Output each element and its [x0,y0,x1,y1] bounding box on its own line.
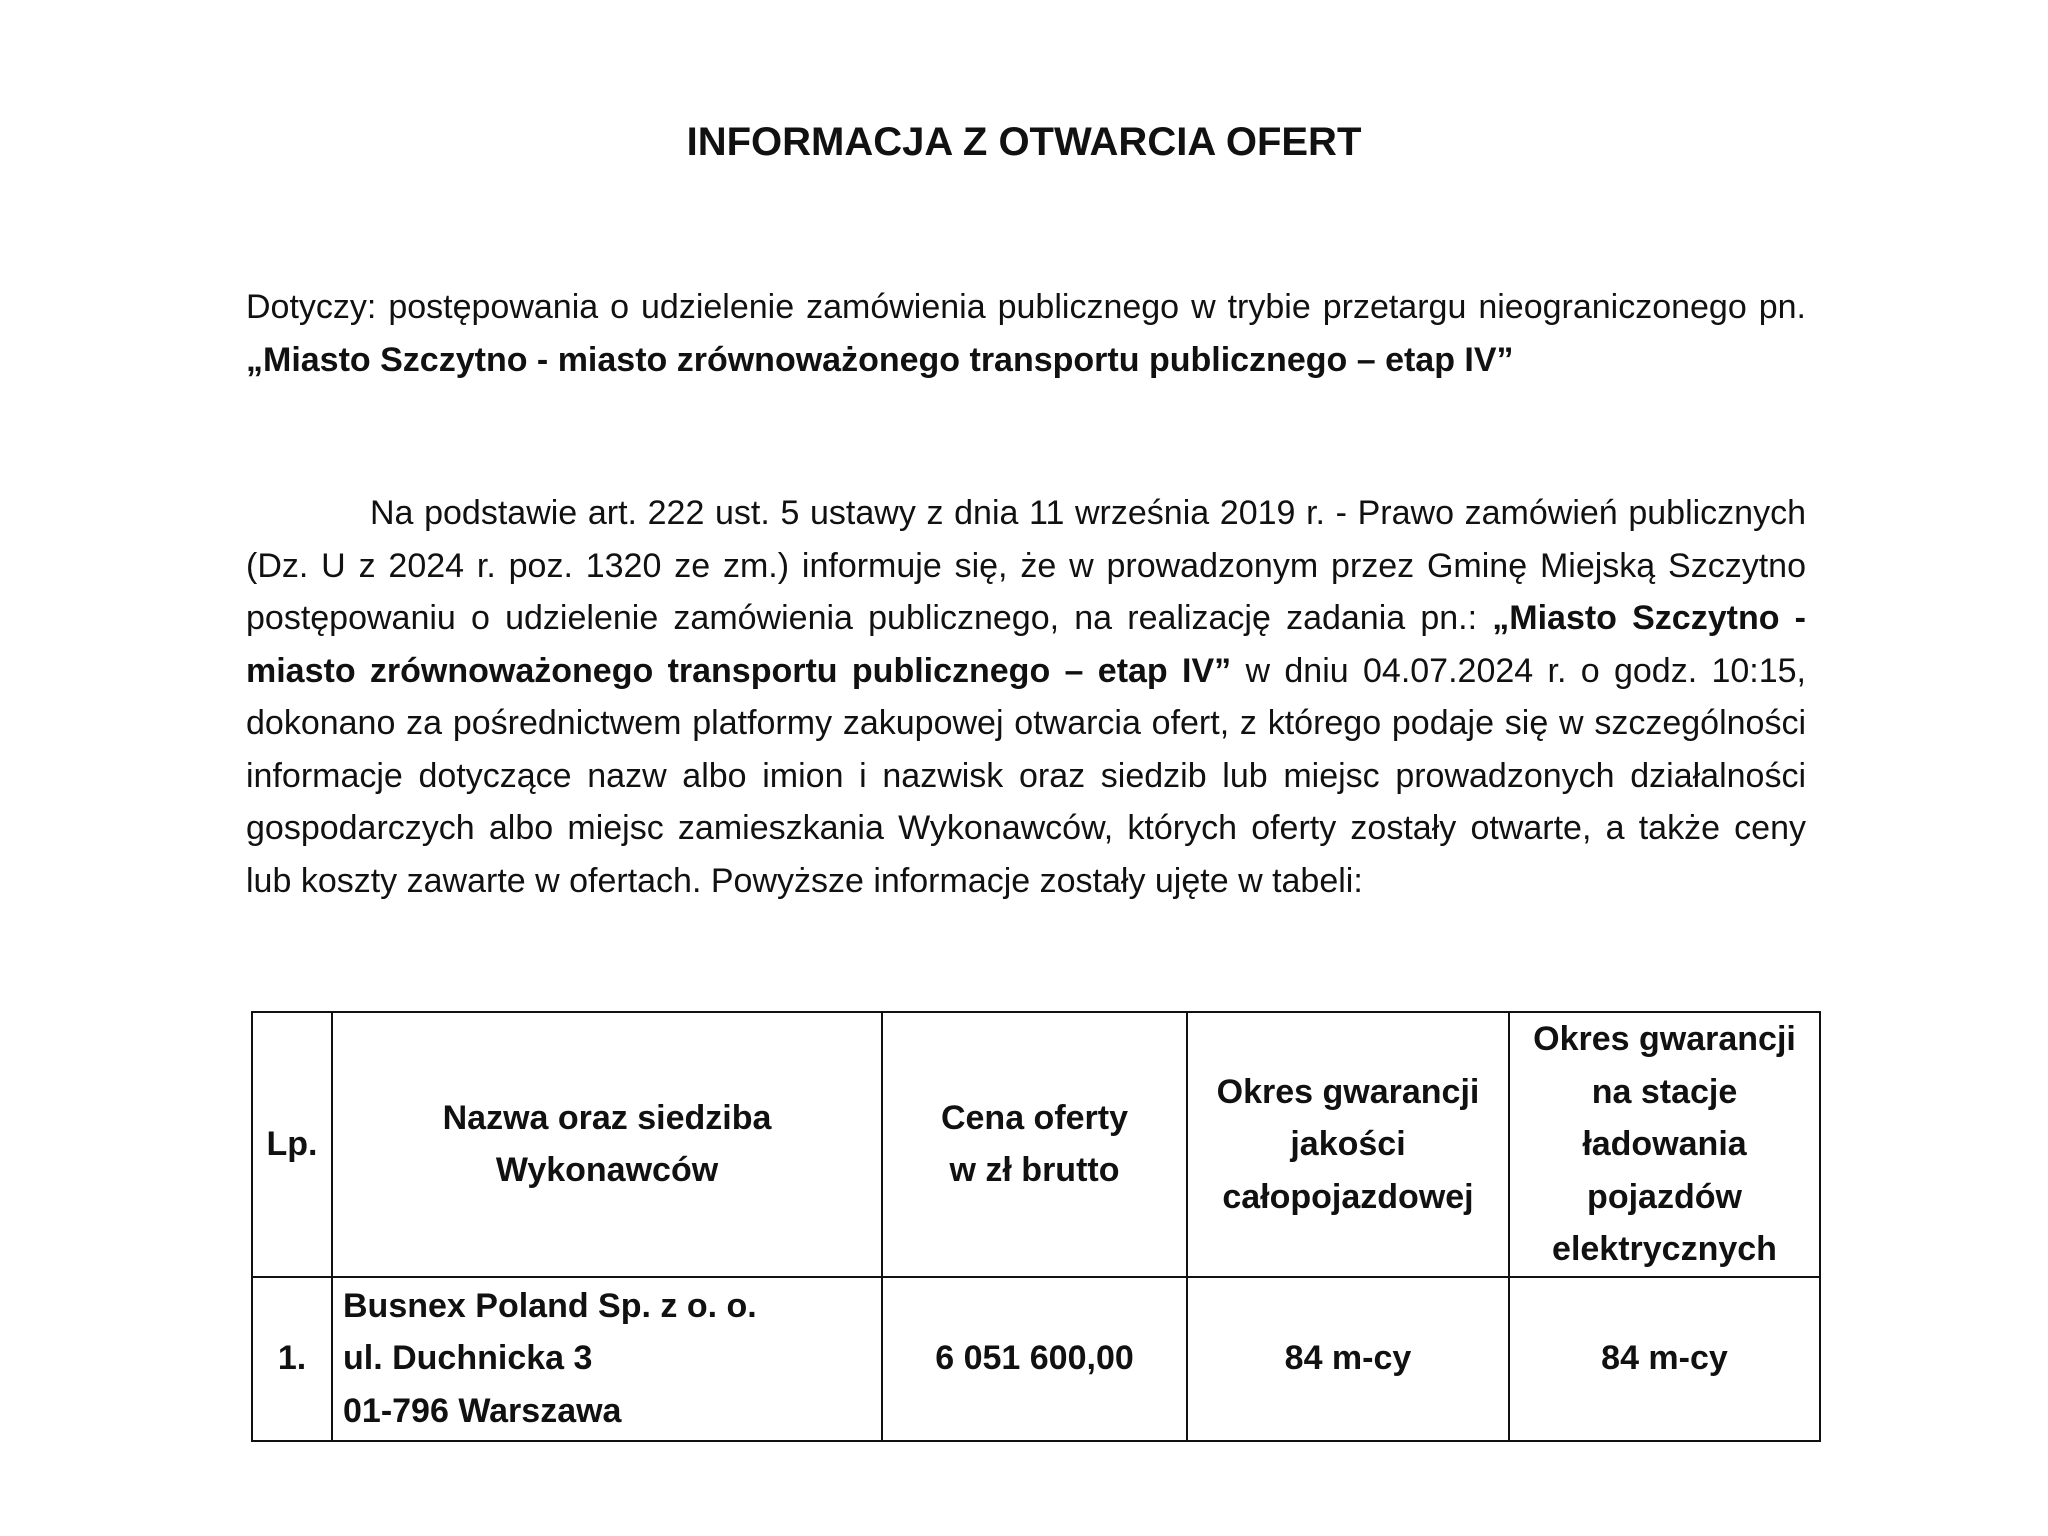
subject-paragraph [246,281,1806,386]
header-warranty-stations-line: pojazdów [1587,1177,1742,1216]
header-name [332,1012,882,1277]
header-price-line: Cena oferty [940,1098,1129,1137]
table-row [252,1277,1820,1441]
header-warranty-stations [1509,1012,1820,1277]
header-warranty-stations-line: Okres gwarancji [1533,1020,1796,1058]
document-title: INFORMACJA Z OTWARCIA OFERT [686,120,1362,164]
header-price [882,1012,1187,1277]
offers-table [251,1011,1821,1442]
body-paragraph [246,487,1806,907]
cell-contractor [332,1277,882,1441]
header-warranty-vehicle-line: Okres gwarancji [1216,1072,1480,1111]
header-warranty-vehicle [1187,1012,1509,1277]
header-lp-text: Lp. [266,1125,318,1163]
cell-warranty-stations: 84 m-cy [1509,1277,1820,1441]
cell-lp: 1. [252,1277,332,1441]
cell-warranty-vehicle: 84 m-cy [1187,1277,1509,1441]
header-name-line: Nazwa oraz siedziba [442,1098,772,1137]
contractor-street: ul. Duchnicka 3 [343,1339,593,1378]
header-warranty-vehicle-line: jakości [1290,1125,1406,1163]
header-price-line: w zł brutto [949,1151,1120,1190]
header-name-line: Wykonawców [495,1151,719,1190]
table-header-row [252,1012,1820,1277]
contractor-name: Busnex Poland Sp. z o. o. [343,1286,757,1325]
subject-project-name: „Miasto Szczytno - miasto zrównoważonego transportu publicznego – etap IV” [246,340,1514,379]
header-lp [252,1012,332,1277]
header-warranty-stations-line: elektrycznych [1552,1230,1777,1268]
header-warranty-stations-line: ładowania [1582,1125,1747,1163]
header-warranty-vehicle-line: całopojazdowej [1222,1177,1474,1216]
subject-lead: Dotyczy: postępowania o udzielenie zamówienia publicznego w trybie przetargu nieograniczonego pn. [246,288,1806,326]
header-warranty-stations-line: na stacje [1591,1072,1738,1111]
body-text-part1: Na podstawie art. 222 ust. 5 ustawy z dnia 11 września 2019 r. - Prawo zamówień publicznych (Dz. U z 2024 r. poz. 1320 ze zm.) informuje się, że w prowadzonym przez Gminę Miejską Szczytno postępowaniu o udzielenie zamówienia publicznego, na realizację zadania pn.: [246,494,1806,637]
contractor-city: 01-796 Warszawa [343,1391,622,1430]
body-project-name: „Miasto Szczytno - miasto zrównoważonego transportu publicznego – etap IV” [246,599,1806,690]
cell-price: 6 051 600,00 [882,1277,1187,1441]
body-text-part2: w dniu 04.07.2024 r. o godz. 10:15, dokonano za pośrednictwem platformy zakupowej otwarcia ofert, z którego podaje się w szczególności informacje dotyczące nazw albo imion i nazwisk oraz siedzib lub miejsc prowadzonych działalności gospodarczych albo miejsc zamieszkania Wykonawców, których oferty zostały otwarte, a także ceny lub koszty zawarte w ofertach. Powyższe informacje zostały ujęte w tabeli: [246,651,1806,900]
